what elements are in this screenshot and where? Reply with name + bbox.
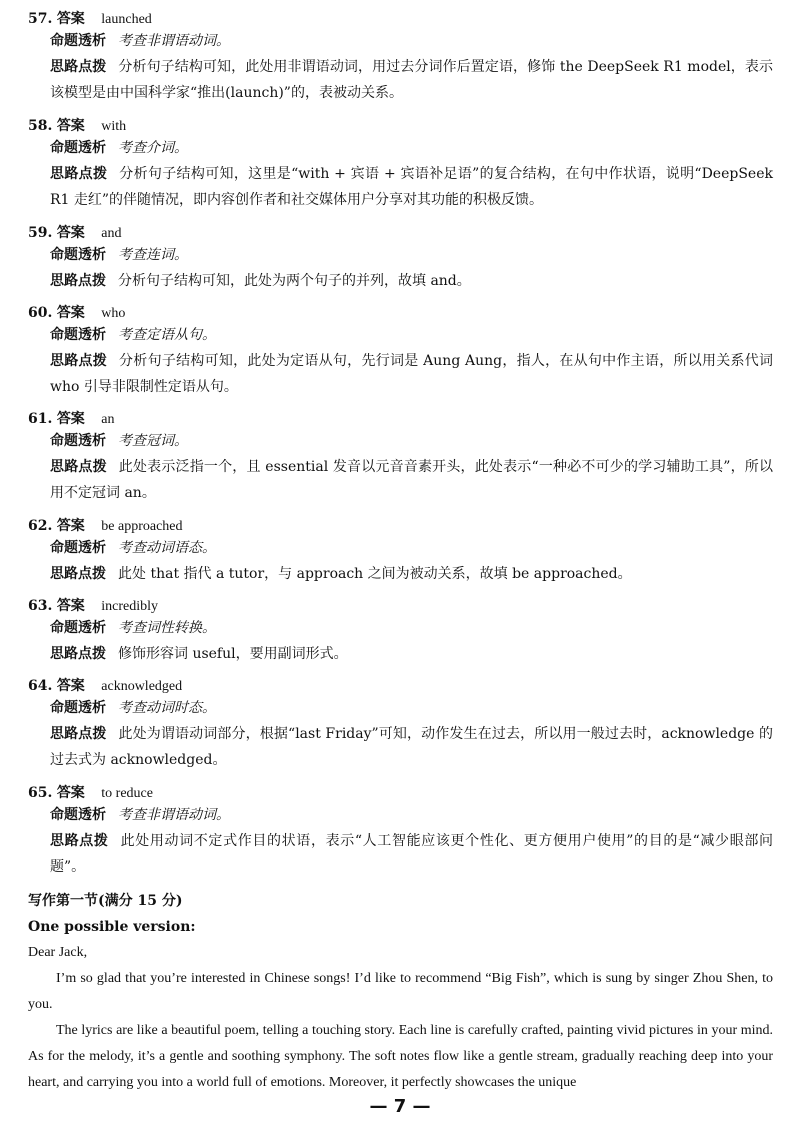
answer-label: 答案 xyxy=(56,598,85,614)
question-62 xyxy=(28,517,773,587)
answer-value: launched xyxy=(101,12,152,27)
answer-line xyxy=(28,224,773,242)
question-number: 63. xyxy=(28,598,53,614)
test-intent xyxy=(50,695,773,721)
question-64 xyxy=(28,677,773,773)
writing-section-title: 写作第一节(满分 15 分) xyxy=(28,893,183,909)
solution-hint xyxy=(50,454,773,506)
solution-hint xyxy=(50,268,773,294)
solution-hint-text: 分析句子结构可知，此处为定语从句，先行词是 Aung Aung，指人，在从句中作主语，所以用关系代词 who 引导非限制性定语从句。 xyxy=(50,353,774,395)
essay-paragraph-1: I’m so glad that you’re interested in Chinese songs! I’d like to recommend “Big Fish”, which is sung by singer Zhou Shen, to you. xyxy=(28,971,773,1012)
solution-hint-text: 此处为谓语动词部分，根据“last Friday”可知，动作发生在过去，所以用一般过去时，acknowledge 的过去式为 acknowledged。 xyxy=(50,726,773,768)
answer-value: to reduce xyxy=(101,786,153,801)
answer-value: an xyxy=(101,412,115,427)
answer-line xyxy=(28,304,773,322)
answer-label: 答案 xyxy=(56,225,85,241)
test-intent-text: 考查非谓语动词。 xyxy=(118,807,230,823)
solution-hint-label: 思路点拨 xyxy=(50,59,107,75)
test-intent xyxy=(50,615,773,641)
essay-salutation: Dear Jack, xyxy=(28,945,88,960)
question-65 xyxy=(28,784,773,880)
solution-hint-text: 此处表示泛指一个，且 essential 发音以元音音素开头，此处表示“一种必不可少的学习辅助工具”，所以用不定冠词 an。 xyxy=(50,459,773,501)
solution-hint xyxy=(50,54,773,106)
answer-line xyxy=(28,10,773,28)
solution-hint-text: 此处用动词不定式作目的状语，表示“人工智能应该更个性化、更方便用户使用”的目的是“减少眼部问题”。 xyxy=(50,833,773,875)
question-number: 58. xyxy=(28,118,53,134)
answer-label: 答案 xyxy=(56,11,85,27)
solution-hint-text: 分析句子结构可知，这里是“with + 宾语 + 宾语补足语”的复合结构，在句中作状语，说明“DeepSeek R1 走红”的伴随情况，即内容创作者和社交媒体用户分享对其功能的积极反馈。 xyxy=(50,166,773,208)
question-number: 64. xyxy=(28,678,53,694)
test-intent-label: 命题透析 xyxy=(50,140,106,156)
question-number: 57. xyxy=(28,11,53,27)
test-intent xyxy=(50,802,773,828)
answer-line xyxy=(28,677,773,695)
solution-hint xyxy=(50,348,773,400)
essay-paragraph-2: The lyrics are like a beautiful poem, telling a touching story. Each line is carefully crafted, painting vivid pictures in your mind. As for the melody, it’s a gentle and soothing symphony. The soft notes flow like a gentle stream, gradually reaching deep into your heart, and carrying you into a world full of emotions. Moreover, it perfectly showcases the unique xyxy=(28,1023,773,1090)
test-intent-text: 考查介词。 xyxy=(118,140,188,156)
question-58 xyxy=(28,117,773,213)
answer-label: 答案 xyxy=(56,411,85,427)
question-60 xyxy=(28,304,773,400)
answer-line xyxy=(28,410,773,428)
question-number: 60. xyxy=(28,305,53,321)
solution-hint xyxy=(50,561,773,587)
test-intent-label: 命题透析 xyxy=(50,247,106,263)
solution-hint-label: 思路点拨 xyxy=(50,726,107,742)
solution-hint-label: 思路点拨 xyxy=(50,273,106,289)
sample-essay xyxy=(28,940,773,1096)
test-intent xyxy=(50,428,773,454)
solution-hint xyxy=(50,721,773,773)
question-number: 61. xyxy=(28,411,53,427)
solution-hint-label: 思路点拨 xyxy=(50,566,106,582)
solution-hint-label: 思路点拨 xyxy=(50,166,108,182)
solution-hint xyxy=(50,161,773,213)
question-63 xyxy=(28,597,773,667)
test-intent-label: 命题透析 xyxy=(50,433,106,449)
solution-hint xyxy=(50,828,773,880)
question-number: 65. xyxy=(28,785,53,801)
solution-hint-text: 此处 that 指代 a tutor，与 approach 之间为被动关系，故填 be approached。 xyxy=(118,566,632,582)
answer-value: incredibly xyxy=(101,599,159,614)
solution-hint-text: 分析句子结构可知，此处为两个句子的并列，故填 and。 xyxy=(118,273,471,289)
test-intent-label: 命题透析 xyxy=(50,700,106,716)
question-61 xyxy=(28,410,773,506)
test-intent xyxy=(50,28,773,54)
test-intent xyxy=(50,322,773,348)
question-59 xyxy=(28,224,773,294)
version-label: One possible version: xyxy=(28,919,196,935)
solution-hint-text: 分析句子结构可知，此处用非谓语动词，用过去分词作后置定语，修饰 the DeepSeek R1 model，表示该模型是由中国科学家“推出(launch)”的，表被动关系。 xyxy=(50,59,774,101)
answer-value: who xyxy=(101,306,126,321)
answer-value: acknowledged xyxy=(101,679,183,694)
page-number: — 7 — xyxy=(369,1096,431,1117)
solution-hint-label: 思路点拨 xyxy=(50,833,109,849)
solution-hint-text: 修饰形容词 useful，要用副词形式。 xyxy=(118,646,348,662)
test-intent-text: 考查动词语态。 xyxy=(118,540,216,556)
test-intent-text: 考查冠词。 xyxy=(118,433,188,449)
test-intent-label: 命题透析 xyxy=(50,807,106,823)
answer-value: and xyxy=(101,226,122,241)
answer-line xyxy=(28,117,773,135)
answer-label: 答案 xyxy=(56,678,85,694)
answer-label: 答案 xyxy=(56,785,85,801)
answer-line xyxy=(28,517,773,535)
answer-line xyxy=(28,597,773,615)
question-number: 59. xyxy=(28,225,53,241)
answer-label: 答案 xyxy=(56,518,85,534)
answer-value: be approached xyxy=(101,519,183,534)
test-intent-text: 考查词性转换。 xyxy=(118,620,216,636)
test-intent-label: 命题透析 xyxy=(50,620,106,636)
answer-label: 答案 xyxy=(56,305,85,321)
answer-label: 答案 xyxy=(56,118,85,134)
test-intent xyxy=(50,135,773,161)
test-intent-text: 考查定语从句。 xyxy=(118,327,216,343)
test-intent-text: 考查动词时态。 xyxy=(118,700,216,716)
answer-value: with xyxy=(101,119,127,134)
solution-hint-label: 思路点拨 xyxy=(50,459,107,475)
test-intent xyxy=(50,242,773,268)
solution-hint xyxy=(50,641,773,667)
test-intent-label: 命题透析 xyxy=(50,327,106,343)
test-intent xyxy=(50,535,773,561)
answer-line xyxy=(28,784,773,802)
test-intent-label: 命题透析 xyxy=(50,33,106,49)
solution-hint-label: 思路点拨 xyxy=(50,353,108,369)
solution-hint-label: 思路点拨 xyxy=(50,646,106,662)
test-intent-text: 考查连词。 xyxy=(118,247,188,263)
test-intent-text: 考查非谓语动词。 xyxy=(118,33,230,49)
question-57 xyxy=(28,10,773,106)
question-number: 62. xyxy=(28,518,53,534)
test-intent-label: 命题透析 xyxy=(50,540,106,556)
